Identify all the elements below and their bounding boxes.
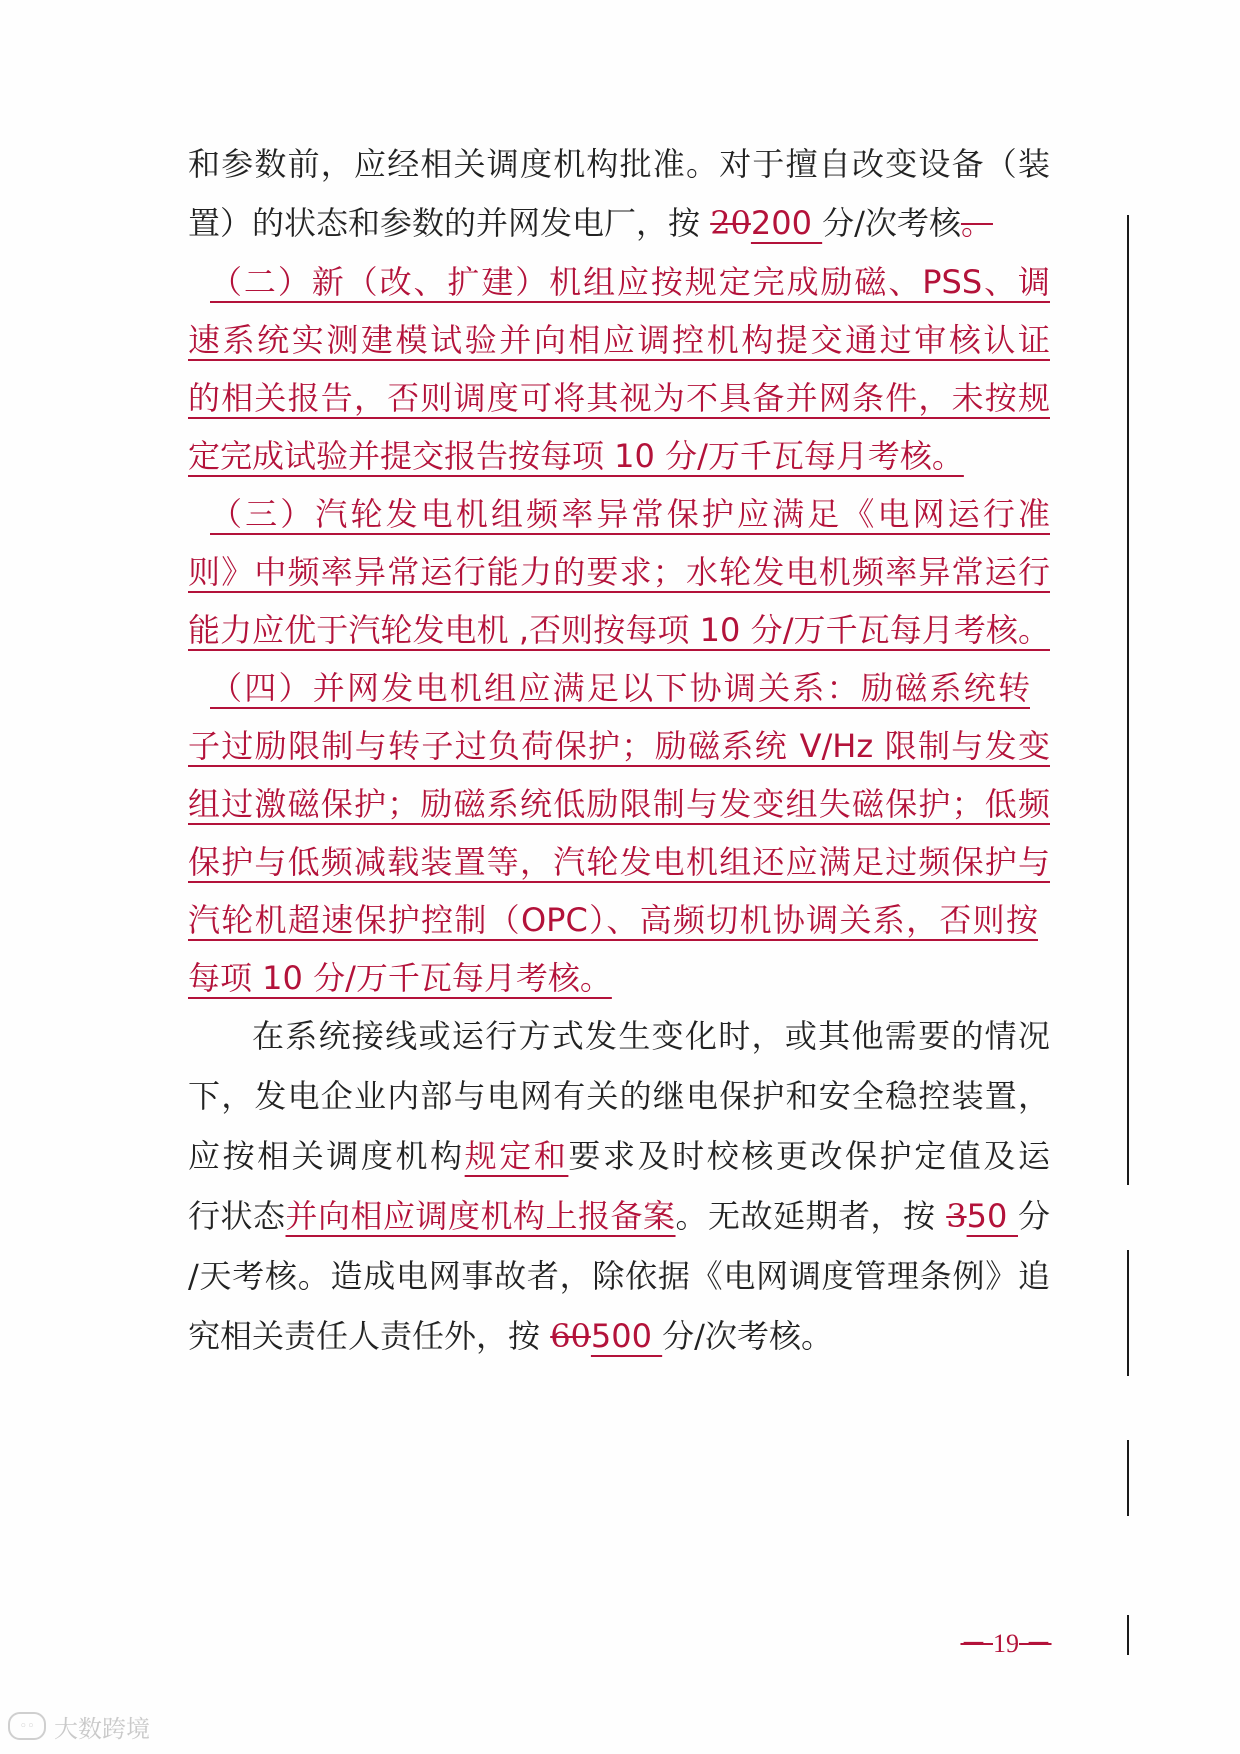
paragraph-line (188, 784, 1050, 824)
paragraph-line: 置）的状态和参数的并网发电厂，按 20200 分/次考核。 (188, 204, 993, 242)
dash-glyph: － (1019, 1629, 1052, 1658)
paragraph-line (210, 494, 1050, 534)
inserted-text: 子过励限制与转子过负荷保护；励磁系统 V/Hz 限制与发变 (188, 727, 1050, 765)
paragraph-line (188, 436, 1050, 476)
watermark-text: 大数跨境 (54, 1714, 150, 1743)
inserted-text: 500 (590, 1317, 663, 1355)
paragraph-line (210, 262, 1050, 302)
paragraph-line: 应按相关调度机构规定和要求及时校核更改保护定值及运 (188, 1137, 1050, 1175)
inserted-text: 200 (750, 204, 823, 242)
deleted-text: 3 (946, 1197, 967, 1235)
inserted-text: 保护与低频减载装置等，汽轮发电机组还应满足过频保护与 (188, 843, 1050, 881)
inserted-text: （三）汽轮发电机组频率异常保护应满足《电网运行准 (210, 495, 1050, 533)
inserted-text: 组过激磁保护；励磁系统低励限制与发变组失磁保护；低频 (188, 785, 1050, 823)
paragraph-line (188, 958, 1050, 998)
deleted-text: 60 (550, 1317, 591, 1355)
paragraph-line (188, 842, 1050, 882)
inserted-text: 每项 10 分/万千瓦每月考核。 (188, 959, 612, 997)
change-bar (1127, 1250, 1129, 1376)
change-bar (1127, 215, 1129, 1185)
paragraph-line (188, 726, 1050, 766)
paragraph-line: 下，发电企业内部与电网有关的继电保护和安全稳控装置， (188, 1077, 1050, 1115)
paragraph-line (188, 320, 1050, 360)
inserted-text: 能力应优于汽轮发电机 ,否则按每项 10 分/万千瓦每月考核。 (188, 611, 1050, 649)
paragraph-line (188, 552, 1050, 592)
page-number: － 19 － (960, 1629, 1052, 1658)
inserted-text: 则》中频率异常运行能力的要求；水轮发电机频率异常运行 (188, 553, 1050, 591)
paragraph-line (210, 668, 1030, 708)
paragraph-line: 行状态并向相应调度机构上报备案。无故延期者，按 350 分 (188, 1197, 1050, 1235)
watermark-logo-icon: ◦◦ (8, 1712, 46, 1740)
inserted-text: 速系统实测建模试验并向相应调控机构提交通过审核认证 (188, 321, 1050, 359)
inserted-text: 并向相应调度机构上报备案 (285, 1197, 676, 1235)
inserted-text: 规定和 (464, 1137, 569, 1175)
dash-glyph: － (960, 1629, 993, 1658)
paragraph-line: 究相关责任人责任外，按 60500 分/次考核。 (188, 1317, 833, 1355)
paragraph-line (188, 610, 1050, 650)
change-bar (1127, 1615, 1129, 1655)
paragraph-line: 在系统接线或运行方式发生变化时，或其他需要的情况 (252, 1017, 1050, 1055)
inserted-text: 的相关报告，否则调度可将其视为不具备并网条件，未按规 (188, 379, 1050, 417)
paragraph-line: 和参数前，应经相关调度机构批准。对于擅自改变设备（装 (188, 145, 1050, 183)
paragraph-line: /天考核。造成电网事故者，除依据《电网调度管理条例》追 (188, 1257, 1050, 1295)
watermark (8, 1706, 150, 1746)
deleted-text: 20 (710, 204, 751, 242)
inserted-text: 定完成试验并提交报告按每项 10 分/万千瓦每月考核。 (188, 437, 964, 475)
inserted-text: （四）并网发电机组应满足以下协调关系：励磁系统转 (210, 669, 1030, 707)
paragraph-line (188, 378, 1050, 418)
paragraph-line (188, 900, 1038, 940)
deleted-text: 。 (960, 204, 993, 242)
inserted-text: （二）新（改、扩建）机组应按规定完成励磁、PSS、调 (210, 263, 1050, 301)
change-bar (1127, 1440, 1129, 1516)
inserted-text: 汽轮机超速保护控制（OPC）、高频切机协调关系，否则按 (188, 901, 1038, 939)
inserted-text: 50 (966, 1197, 1018, 1235)
